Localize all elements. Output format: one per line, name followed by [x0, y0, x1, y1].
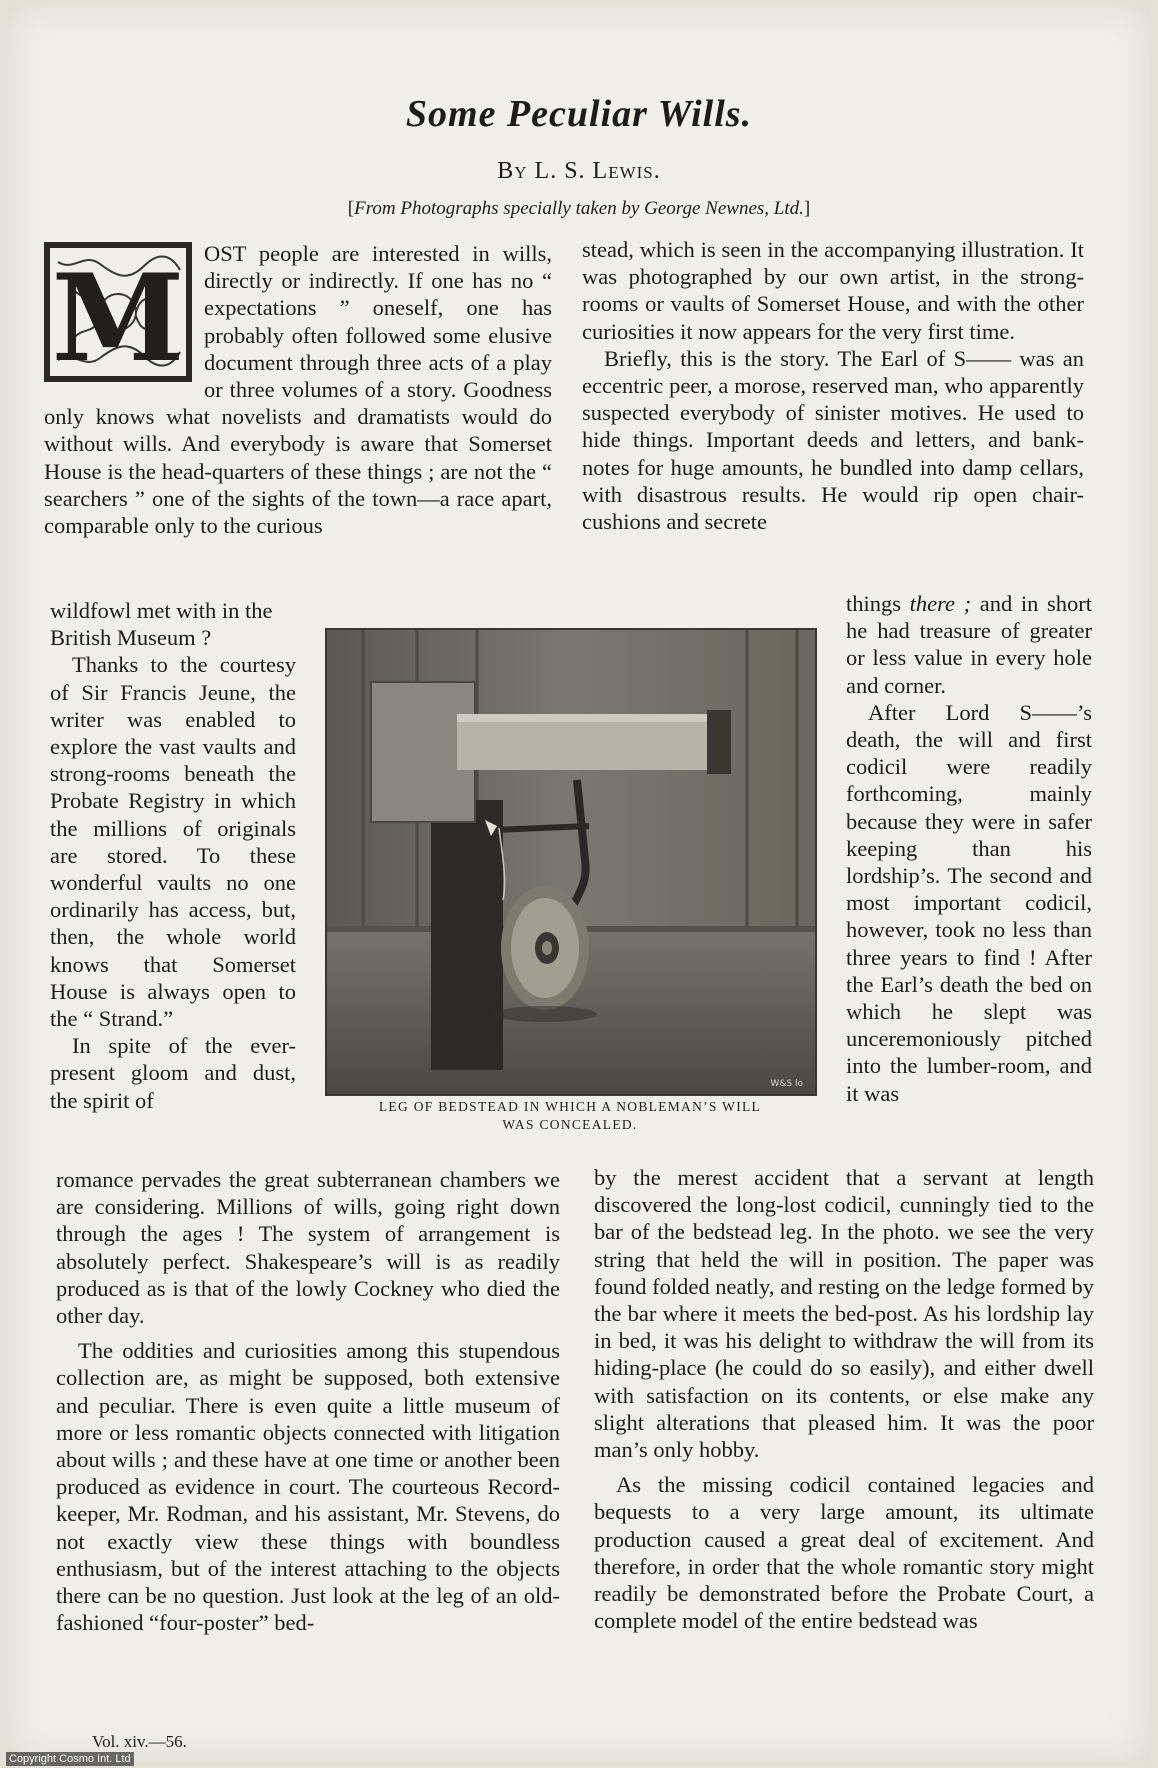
right-column-bottom — [594, 1164, 1094, 1634]
byline: By L. S. Lewis. — [497, 158, 661, 184]
dropcap-ornament-icon — [44, 242, 192, 382]
paragraph-1-end: wildfowl met with in the British Museum ? — [50, 598, 273, 651]
caption-line-2: WAS CONCEALED. — [502, 1117, 638, 1132]
right-column-narrow — [846, 590, 1092, 1107]
page-folio: Vol. xiv.—56. — [92, 1732, 187, 1751]
right-paragraph-4: As the missing codicil contained legacies and bequests to a very large amount, its ultimate production caused a great deal of excitement. And therefore, in order that the whole romantic story might readily be demonstrated before the Probate Court, a complete model of the entire bedstead was — [594, 1472, 1094, 1634]
article-title: Some Peculiar Wills. — [405, 93, 753, 135]
caption-line-1: LEG OF BEDSTEAD IN WHICH A NOBLEMAN’S WILL — [378, 1099, 762, 1114]
paragraph-1: OST people are interested in wills, directly or indirectly. If one has no “ expectations ” oneself, one has probably often followed some elusive document through three acts of a play or three volumes of a story. Goodness only knows what novelists and dramatists would do without wills. And everybody is aware that Somerset House is the head-quarters of these things ; are not the “ searchers ” one of the sights of the town—a race apart, comparable only to the curious — [44, 241, 552, 539]
left-column-narrow — [50, 597, 296, 1114]
right-paragraph-2: Briefly, this is the story. The Earl of S—— was an eccentric peer, a morose, reserved man, who apparently suspected everybody of sinister motives. He used to hide things. Important deeds and letters, and bank-notes for huge amounts, he bundled into damp cellars, with disastrous results. He would rip open chair-cushions and secrete — [582, 345, 1084, 535]
right-paragraph-1: stead, which is seen in the accompanying illustration. It was photographed by our own artist, in the strong-rooms or vaults of Somerset House, and with the other curiosities it now appears for the very first time. — [582, 237, 1084, 344]
photo-caption — [325, 1098, 815, 1134]
paragraph-3-start: In spite of the ever-present gloom and dust, the spirit of — [50, 1033, 296, 1113]
right-paragraph-3-end: by the merest accident that a servant at length discovered the long-lost codicil, cunningly tied to the bar of the bedstead leg. In the photo. we see the very string that held the will in position. The paper was found folded neatly, and resting on the ledge formed by the bar where it meets the bed-post. As his lordship lay in bed, it was his delight to withdraw the will from its hiding-place (he could do so easily), and either dwell with satisfaction on its contents, or else make any slight alterations that pleased him. It was the poor man’s only hobby. — [594, 1165, 1094, 1463]
paragraph-3-end: romance pervades the great subterranean chambers we are considering. Millions of wills, going right down through the ages ! The system of arrangement is absolutely perfect. Shakespeare’s will is as readily produced as is that of the lowly Cockney who died the other day. — [56, 1167, 560, 1329]
svg-text:M: M — [51, 248, 185, 382]
left-column-bottom — [56, 1166, 560, 1636]
ornamental-dropcap — [44, 242, 192, 382]
right-paragraph-2-end: things there ; and in short he had treasure of greater or less value in every hole and corner. — [846, 591, 1093, 698]
engraver-mark: W&S lo — [770, 1079, 803, 1089]
right-column-top — [582, 236, 1084, 535]
left-column-top — [44, 240, 552, 539]
bedstead-leg-image — [327, 630, 815, 1094]
paragraph-4: The oddities and curiosities among this stupendous collection are, as might be supposed, both extensive and peculiar. There is even quite a little museum of more or less romantic objects connected with litigation about wills ; and these have at one time or another been produced as evidence in court. The courteous Record-keeper, Mr. Rodman, and his assistant, Mr. Stevens, do not exactly view these things with boundless enthusiasm, but of the interest attaching to the objects there can be no question. Just look at the leg of an old-fashioned “four-poster” bed- — [56, 1338, 560, 1636]
copyright-notice: Copyright Cosmo Int. Ltd — [6, 1752, 134, 1766]
photo-credit: [From Photographs specially taken by George Newnes, Ltd.] — [347, 198, 811, 219]
bedstead-photograph — [325, 628, 817, 1096]
paragraph-2: Thanks to the courtesy of Sir Francis Jeune, the writer was enabled to explore the vast vaults and strong-rooms beneath the Probate Registry in which the millions of originals are stored. To these wonderful vaults no one ordinarily has access, but, then, the whole world knows that Somerset House is always open to the “ Strand.” — [50, 652, 296, 1032]
right-paragraph-3-start: After Lord S——’s death, the will and first codicil were readily forthcoming, mainly because they were in safer keeping than his lordship’s. The second and most important codicil, however, took no less than three years to find ! After the Earl’s death the bed on which he slept was unceremoniously pitched into the lumber-room, and it was — [846, 699, 1092, 1106]
